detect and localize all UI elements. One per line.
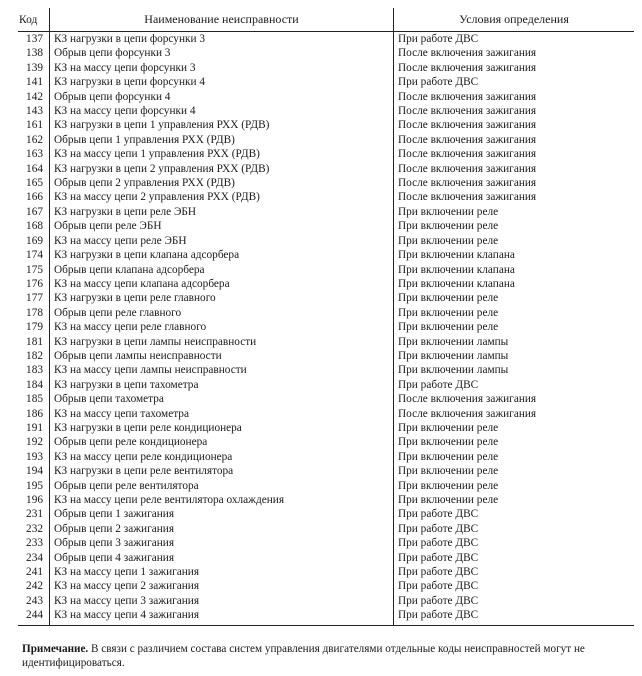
row-code: 234 (26, 551, 43, 564)
row-fault-name: КЗ на массу цепи тахометра (50, 407, 394, 421)
row-code: 164 (26, 162, 43, 175)
row-code: 231 (26, 508, 43, 521)
row-condition: При работе ДВС (398, 537, 479, 550)
row-fault-name: КЗ нагрузки в цепи 2 управления РХХ (РДВ) (50, 162, 394, 176)
table-row (18, 133, 634, 147)
table-row (18, 205, 634, 219)
row-fault-name: Обрыв цепи лампы неисправности (50, 349, 394, 363)
table-row (18, 594, 634, 608)
row-condition: При включении лампы (398, 364, 509, 377)
table-header-row (18, 8, 634, 32)
row-condition: После включения зажигания (398, 47, 537, 60)
table-row (18, 147, 634, 161)
row-code: 161 (26, 119, 43, 132)
row-fault-name: КЗ нагрузки в цепи клапана адсорбера (50, 248, 394, 262)
table-row (18, 407, 634, 421)
row-code: 232 (26, 522, 43, 535)
row-code: 181 (26, 335, 43, 348)
row-fault-name: КЗ на массу цепи клапана адсорбера (50, 277, 394, 291)
table-row (18, 335, 634, 349)
row-code: 243 (26, 594, 43, 607)
row-condition: При работе ДВС (398, 594, 479, 607)
fault-codes-table (18, 8, 634, 626)
row-condition: При работе ДВС (398, 580, 479, 593)
table-row (18, 450, 634, 464)
row-code: 183 (26, 364, 43, 377)
row-code: 175 (26, 263, 43, 276)
table-row (18, 349, 634, 363)
row-code: 192 (26, 436, 43, 449)
row-code: 186 (26, 407, 43, 420)
table-row (18, 551, 634, 565)
row-code: 143 (26, 105, 43, 118)
header-code: Код (18, 8, 50, 32)
row-condition: При включении реле (398, 306, 499, 319)
row-condition: После включения зажигания (398, 393, 537, 406)
table-row (18, 536, 634, 550)
row-fault-name: КЗ на массу цепи форсунки 4 (50, 104, 394, 118)
row-code: 165 (26, 177, 43, 190)
row-code: 233 (26, 537, 43, 550)
table-row (18, 493, 634, 507)
row-fault-name: Обрыв цепи реле ЭБН (50, 219, 394, 233)
row-fault-name: Обрыв цепи 1 управления РХХ (РДВ) (50, 133, 394, 147)
table-row (18, 363, 634, 377)
row-fault-name: КЗ на массу цепи реле кондиционера (50, 450, 394, 464)
table-row (18, 263, 634, 277)
row-fault-name: Обрыв цепи реле главного (50, 306, 394, 320)
table-row (18, 579, 634, 593)
row-code: 167 (26, 205, 43, 218)
row-code: 242 (26, 580, 43, 593)
row-code: 191 (26, 421, 43, 434)
row-fault-name: Обрыв цепи тахометра (50, 392, 394, 406)
table-row (18, 61, 634, 75)
row-fault-name: Обрыв цепи реле кондиционера (50, 435, 394, 449)
row-code: 137 (26, 33, 43, 45)
row-fault-name: КЗ нагрузки в цепи реле вентилятора (50, 464, 394, 478)
row-condition: При работе ДВС (398, 508, 479, 521)
row-fault-name: Обрыв цепи форсунки 4 (50, 90, 394, 104)
row-condition: При включении реле (398, 479, 499, 492)
row-code: 163 (26, 148, 43, 161)
table-row (18, 32, 634, 47)
row-condition: При включении клапана (398, 249, 515, 262)
row-fault-name: КЗ на массу цепи форсунки 3 (50, 61, 394, 75)
row-condition: При включении реле (398, 421, 499, 434)
table-row (18, 90, 634, 104)
table-row (18, 479, 634, 493)
table-row (18, 75, 634, 89)
row-fault-name: Обрыв цепи 2 зажигания (50, 522, 394, 536)
header-fault-name: Наименование неисправности (50, 8, 394, 32)
row-fault-name: КЗ на массу цепи 2 управления РХХ (РДВ) (50, 190, 394, 204)
table-row (18, 277, 634, 291)
table-row (18, 608, 634, 625)
table-row (18, 320, 634, 334)
row-condition: При включении реле (398, 321, 499, 334)
row-code: 244 (18, 608, 50, 625)
footnote (22, 643, 630, 670)
row-condition: При работе ДВС (398, 522, 479, 535)
row-condition: При включении реле (398, 494, 499, 506)
row-condition: При включении реле (398, 465, 499, 478)
row-condition: При включении реле (398, 436, 499, 449)
row-code: 166 (26, 191, 43, 204)
row-condition: После включения зажигания (398, 177, 537, 190)
row-code: 169 (26, 234, 43, 247)
row-fault-name: Обрыв цепи форсунки 3 (50, 46, 394, 60)
row-fault-name: КЗ на массу цепи 4 зажигания (50, 608, 394, 625)
table-row (18, 248, 634, 262)
row-fault-name: КЗ на массу цепи реле ЭБН (50, 234, 394, 248)
row-code: 185 (26, 393, 43, 406)
row-condition: При включении реле (398, 292, 499, 305)
row-condition: При работе ДВС (398, 76, 479, 89)
row-condition: При включении реле (398, 205, 499, 218)
row-condition: При включении лампы (398, 335, 509, 348)
table-row (18, 565, 634, 579)
row-condition: После включения зажигания (398, 407, 537, 420)
row-fault-name: КЗ нагрузки в цепи лампы неисправности (50, 335, 394, 349)
row-fault-name: КЗ на массу цепи 1 управления РХХ (РДВ) (50, 147, 394, 161)
row-condition: После включения зажигания (398, 148, 537, 161)
row-code: 196 (26, 494, 43, 506)
row-fault-name: КЗ на массу цепи реле вентилятора охлаждения (50, 493, 394, 507)
table-row (18, 46, 634, 60)
row-fault-name: КЗ нагрузки в цепи реле кондиционера (50, 421, 394, 435)
row-code: 176 (26, 277, 43, 290)
row-fault-name: КЗ нагрузки в цепи тахометра (50, 378, 394, 392)
row-fault-name: КЗ нагрузки в цепи реле главного (50, 291, 394, 305)
row-condition: При работе ДВС (398, 566, 479, 579)
row-condition: После включения зажигания (398, 61, 537, 74)
row-fault-name: КЗ нагрузки в цепи реле ЭБН (50, 205, 394, 219)
row-code: 178 (26, 306, 43, 319)
table-row (18, 118, 634, 132)
row-condition: После включения зажигания (398, 90, 537, 103)
footnote-label: Примечание. (22, 643, 89, 655)
table-row (18, 464, 634, 478)
row-code: 142 (26, 90, 43, 103)
row-fault-name: КЗ нагрузки в цепи форсунки 3 (50, 32, 394, 47)
row-code: 194 (26, 465, 43, 478)
row-fault-name: КЗ на массу цепи 3 зажигания (50, 594, 394, 608)
table-row (18, 190, 634, 204)
row-condition: При включении клапана (398, 277, 515, 290)
table-row (18, 104, 634, 118)
row-code: 141 (26, 76, 43, 89)
row-condition: При работе ДВС (398, 33, 479, 45)
row-fault-name: КЗ на массу цепи реле главного (50, 320, 394, 334)
row-fault-name: КЗ нагрузки в цепи форсунки 4 (50, 75, 394, 89)
row-fault-name: КЗ нагрузки в цепи 1 управления РХХ (РДВ) (50, 118, 394, 132)
row-condition: При работе ДВС (394, 608, 635, 625)
row-condition: При включении лампы (398, 349, 509, 362)
row-condition: При включении реле (398, 450, 499, 463)
table-body (18, 32, 634, 626)
row-condition: При работе ДВС (398, 378, 479, 391)
fault-codes-table-container (18, 8, 634, 626)
row-fault-name: Обрыв цепи клапана адсорбера (50, 263, 394, 277)
row-code: 195 (26, 479, 43, 492)
table-row (18, 522, 634, 536)
row-fault-name: КЗ на массу цепи лампы неисправности (50, 363, 394, 377)
row-condition: После включения зажигания (398, 119, 537, 132)
table-row (18, 378, 634, 392)
row-condition: После включения зажигания (398, 105, 537, 118)
table-row (18, 291, 634, 305)
row-code: 179 (26, 321, 43, 334)
row-condition: При работе ДВС (398, 551, 479, 564)
table-row (18, 306, 634, 320)
header-condition: Условия определения (394, 8, 635, 32)
row-code: 138 (26, 47, 43, 60)
row-code: 241 (26, 566, 43, 579)
row-code: 182 (26, 349, 43, 362)
row-code: 177 (26, 292, 43, 305)
table-row (18, 219, 634, 233)
row-condition: После включения зажигания (398, 133, 537, 146)
table-row (18, 435, 634, 449)
row-code: 168 (26, 220, 43, 233)
table-row (18, 234, 634, 248)
row-condition: При включении клапана (398, 263, 515, 276)
row-code: 174 (26, 249, 43, 262)
row-code: 162 (26, 133, 43, 146)
table-row (18, 507, 634, 521)
row-code: 184 (26, 378, 43, 391)
table-row (18, 392, 634, 406)
footnote-text: В связи с различием состава систем управления двигателями отдельные коды неисправностей могут не идентифицироваться. (22, 643, 585, 669)
row-condition: После включения зажигания (398, 191, 537, 204)
row-condition: После включения зажигания (398, 162, 537, 175)
row-condition: При включении реле (398, 234, 499, 247)
row-fault-name: Обрыв цепи 3 зажигания (50, 536, 394, 550)
row-fault-name: КЗ на массу цепи 2 зажигания (50, 579, 394, 593)
row-code: 139 (26, 61, 43, 74)
row-fault-name: Обрыв цепи 2 управления РХХ (РДВ) (50, 176, 394, 190)
row-fault-name: Обрыв цепи 4 зажигания (50, 551, 394, 565)
table-row (18, 176, 634, 190)
table-row (18, 162, 634, 176)
row-fault-name: КЗ на массу цепи 1 зажигания (50, 565, 394, 579)
row-code: 193 (26, 450, 43, 463)
row-fault-name: Обрыв цепи реле вентилятора (50, 479, 394, 493)
row-fault-name: Обрыв цепи 1 зажигания (50, 507, 394, 521)
table-row (18, 421, 634, 435)
row-condition: При включении реле (398, 220, 499, 233)
